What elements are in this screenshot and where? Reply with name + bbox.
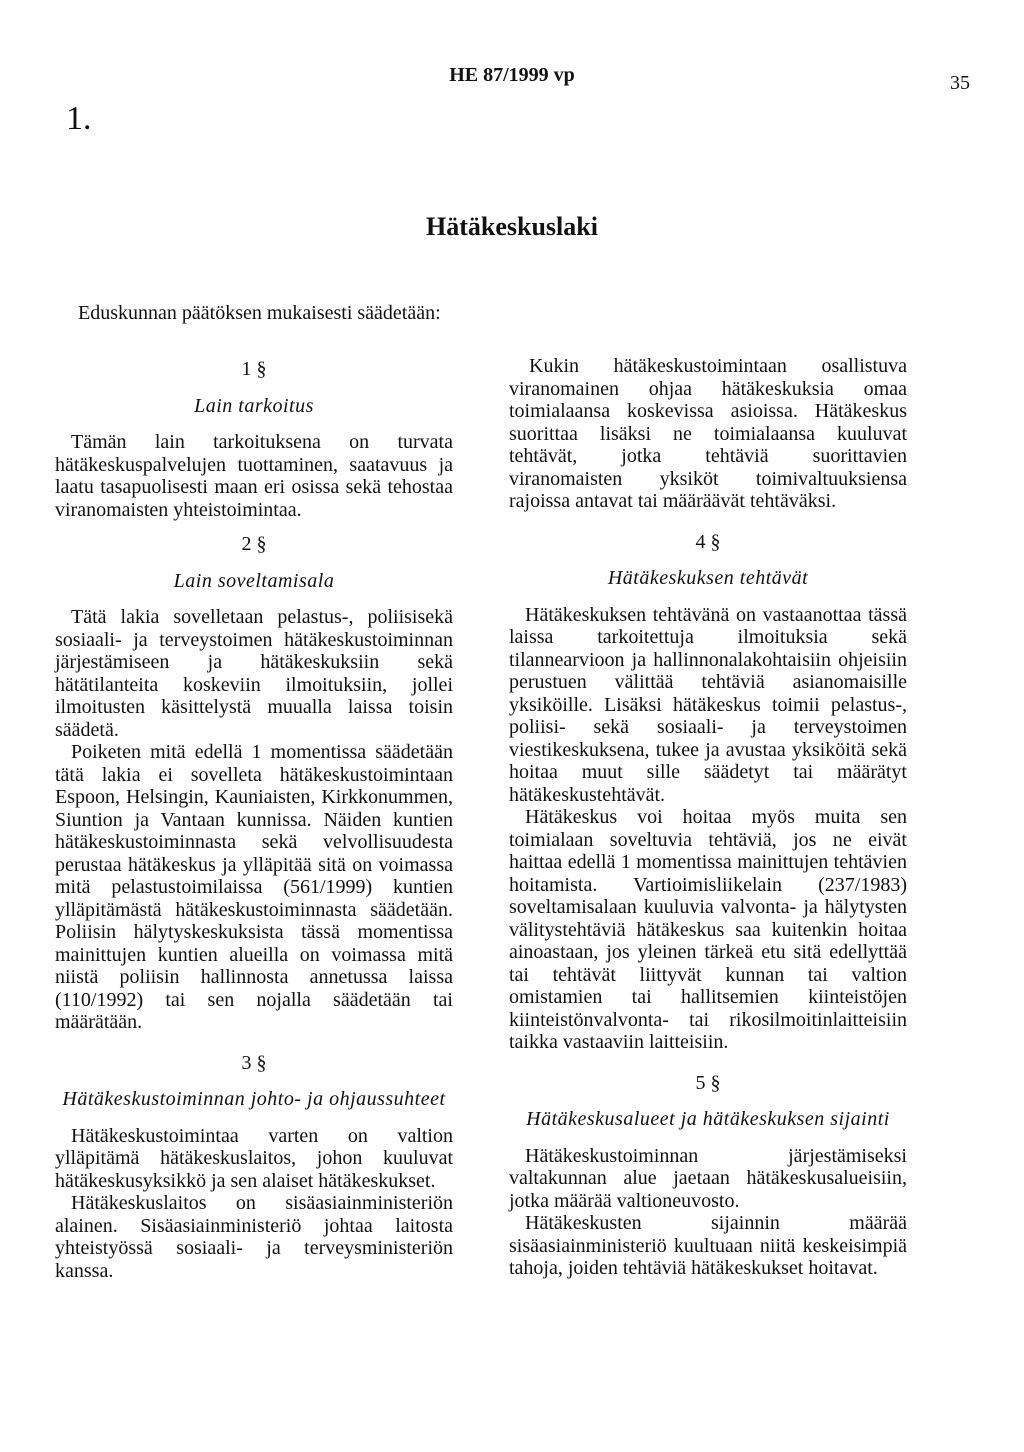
- paragraph: Hätäkeskus voi hoitaa myös muita sen toimialaan soveltuvia tehtäviä, jos ne eivät haittaa edellä 1 momentissa mainittujen tehtävien hoitamista. Vartioimisliikelain (237/1983) soveltamisalaan kuuluvia valvonta- ja hälytysten välitystehtäviä hätäkeskus saa kuitenkin hoitaa ainoastaan, jos yleinen tärkeä etu sitä edellyttää tai tehtävät liittyvät kunnan tai valtion omistamien tai hallitsemien kiinteistöjen kiinteistönvalvonta- tai rikosilmoitinlaitteisiin taikka vastaaviin laitteisiin.: [509, 806, 907, 1053]
- paragraph: Kukin hätäkeskustoimintaan osallistuva viranomainen ohjaa hätäkeskuksia omaa toimialaansa koskevissa asioissa. Hätäkeskus suorittaa lisäksi ne toimialaansa kuuluvat tehtävät, jotka tehtäviä suorittavien viranomaisten yksiköt toimivaltuuksiensa rajoissa antavat tai määräävät tehtäväksi.: [509, 355, 907, 512]
- enactment-clause: Eduskunnan päätöksen mukaisesti säädetään:: [78, 302, 441, 324]
- section-title: Hätäkeskusalueet ja hätäkeskuksen sijainti: [526, 1108, 890, 1130]
- paragraph: Tätä lakia sovelletaan pelastus-, poliisisekä sosiaali- ja terveystoimen hätäkeskustoiminnan järjestämiseen ja hätäkeskuksiin sekä hätätilanteita koskeviin ilmoituksiin, jollei ilmoitusten käsittelystä muualla laissa toisin säädetä.: [55, 606, 453, 741]
- section-1: [55, 358, 453, 521]
- section-title: Lain soveltamisala: [173, 569, 335, 592]
- paragraph: Hätäkeskustoimintaa varten on valtion ylläpitämä hätäkeskuslaitos, johon kuuluvat hätäkeskusyksikkö ja sen alaiset hätäkeskukset.: [55, 1124, 453, 1192]
- right-column: [509, 355, 907, 1280]
- section-number: 3 §: [241, 1051, 267, 1074]
- paragraph: Poiketen mitä edellä 1 momentissa säädetään tätä lakia ei sovelleta hätäkeskustoimintaan Espoon, Helsingin, Kauniaisten, Kirkkonummen, Siuntion ja Vantaan kunnissa. Näiden kuntien hätäkeskustoiminnasta sekä velvollisuudesta perustaa hätäkeskus ja ylläpitää sitä on voimassa mitä pelastustoimilaissa (561/1999) kuntien ylläpitämästä hätäkeskustoiminnasta säädetään. Poliisin hälytyskeskuksista tässä momentissa mainittujen kuntien alueilla on voimassa mitä niistä poliisin hallinnosta annetussa laissa (110/1992) tai sen nojalla säädetään tai määrätään.: [55, 741, 453, 1033]
- paragraph: Hätäkeskustoiminnan järjestämiseksi valtakunnan alue jaetaan hätäkeskusalueisiin, jotka määrää valtioneuvosto.: [509, 1144, 907, 1212]
- section-title: Hätäkeskustoiminnan johto- ja ohjaussuhteet: [62, 1088, 446, 1110]
- paragraph: Hätäkeskuslaitos on sisäasiainministeriön alainen. Sisäasiainministeriö johtaa laitosta yhteistyössä sosiaali- ja terveysministeriön kanssa.: [55, 1192, 453, 1282]
- section-number: 1 §: [241, 358, 267, 380]
- section-3: [55, 1052, 453, 1283]
- section-number: 4 §: [695, 530, 721, 553]
- document-id: HE 87/1999 vp: [449, 64, 575, 86]
- left-column: [55, 346, 453, 1282]
- page-number: 35: [950, 72, 970, 94]
- paragraph: Hätäkeskusten sijainnin määrää sisäasiainministeriö kuultuaan niitä keskeisimpiä tahoja, joiden tehtäviä hätäkeskukset hoitavat.: [509, 1212, 907, 1279]
- page-title: Hätäkeskuslaki: [426, 212, 598, 241]
- section-5: [509, 1072, 907, 1280]
- section-4: [509, 531, 907, 1054]
- section-number: 2 §: [241, 533, 267, 555]
- section-2: [55, 533, 453, 1034]
- section-title: Hätäkeskuksen tehtävät: [607, 567, 809, 589]
- paragraph: Hätäkeskuksen tehtävänä on vastaanottaa tässä laissa tarkoitettuja ilmoituksia sekä tilannearvioon ja hallinnonalakohtaisiin ohjeisiin perustuen välittää tehtäviä asianomaisille yksiköille. Lisäksi hätäkeskus toimii pelastus-, poliisi- sekä sosiaali- ja terveystoimen viestikeskuksena, tukee ja avustaa yksiköitä sekä hoitaa muut sille säädetyt tai määrätyt hätäkeskustehtävät.: [509, 603, 907, 806]
- section-number: 5 §: [695, 1071, 721, 1094]
- paragraph: Tämän lain tarkoituksena on turvata hätäkeskuspalvelujen tuottaminen, saatavuus ja laatu tasapuolisesti maan eri osissa sekä tehostaa viranomaisten yhteistoimintaa.: [55, 431, 453, 521]
- section-3-continued: [509, 355, 907, 513]
- section-title: Lain tarkoitus: [194, 394, 314, 417]
- list-number: 1.: [66, 100, 92, 137]
